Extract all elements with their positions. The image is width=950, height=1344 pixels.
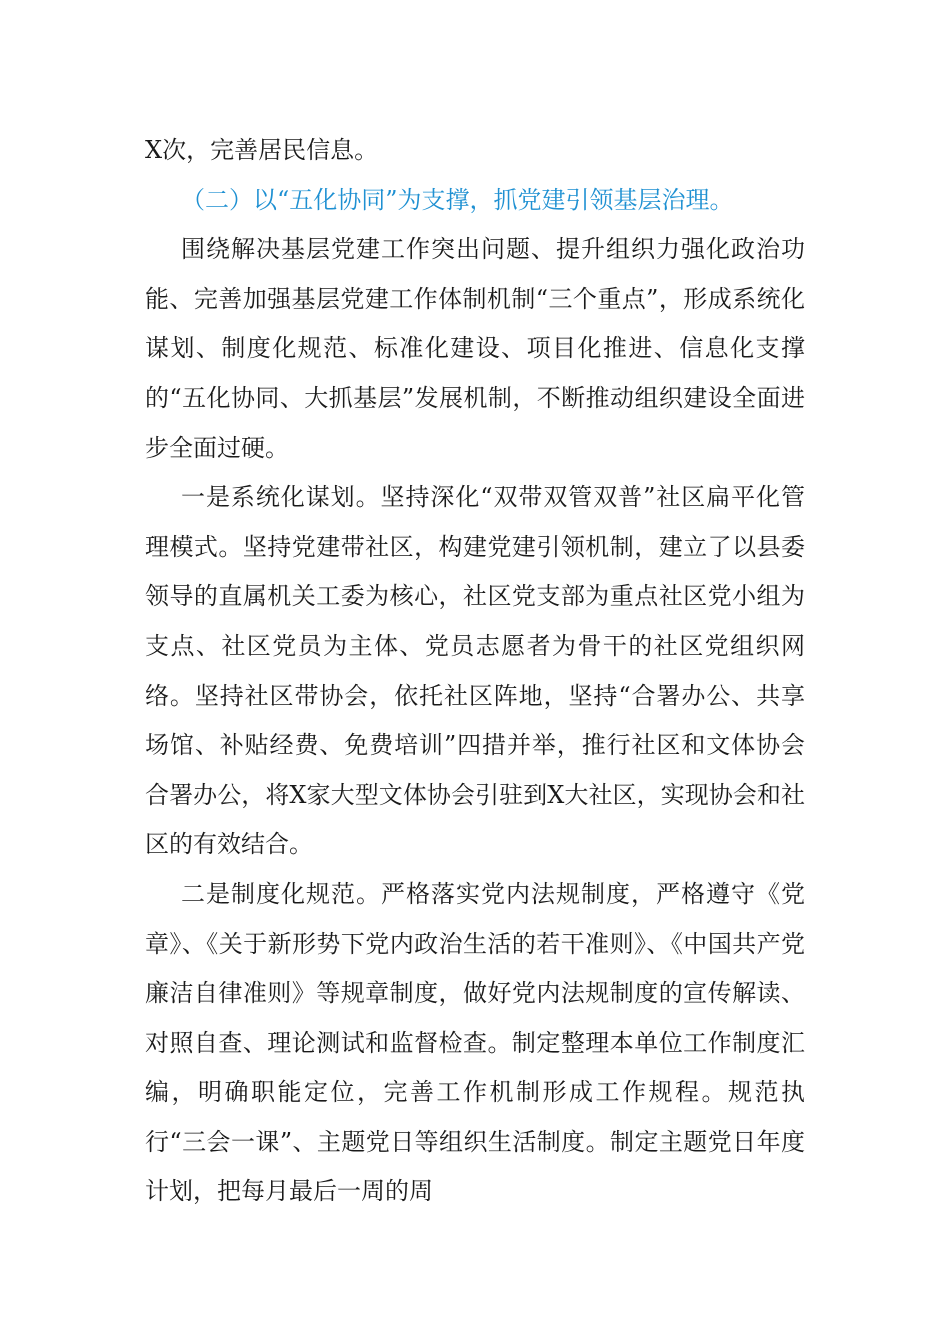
paragraph-continuation: X次，完善居民信息。 xyxy=(145,136,379,164)
paragraph-institutional-norms: 二是制度化规范。严格落实党内法规制度，严格遵守《党章》、《关于新形势下党内政治生活的若干准则》、《中国共产党廉洁自律准则》等规章制度，做好党内法规制度的宣传解读、对照自查、理论测试和监督检查。制定整理本单位工作制度汇编，明确职能定位，完善工作机制形成工作规程。规范执行“三会一课”、主题党日等组织生活制度。制定主题党日年度计划，把每月最后一周的周 xyxy=(145,879,805,1206)
document-body xyxy=(145,126,805,1217)
section-heading: （二）以“五化协同”为支撑，抓党建引领基层治理。 xyxy=(181,185,734,214)
paragraph-intro: 围绕解决基层党建工作突出问题、提升组织力强化政治功能、完善加强基层党建工作体制机制“三个重点”，形成系统化谋划、制度化规范、标准化建设、项目化推进、信息化支撑的“五化协同、大抓基层”发展机制，不断推动组织建设全面进步全面过硬。 xyxy=(145,235,805,462)
paragraph-systematic-planning: 一是系统化谋划。坚持深化“双带双管双普”社区扁平化管理模式。坚持党建带社区，构建党建引领机制，建立了以县委领导的直属机关工委为核心，社区党支部为重点社区党小组为支点、社区党员为主体、党员志愿者为骨干的社区党组织网络。坚持社区带协会，依托社区阵地，坚持“合署办公、共享场馆、补贴经费、免费培训”四措并举，推行社区和文体协会合署办公，将X家大型文体协会引驻到X大社区，实现协会和社区的有效结合。 xyxy=(145,483,805,859)
